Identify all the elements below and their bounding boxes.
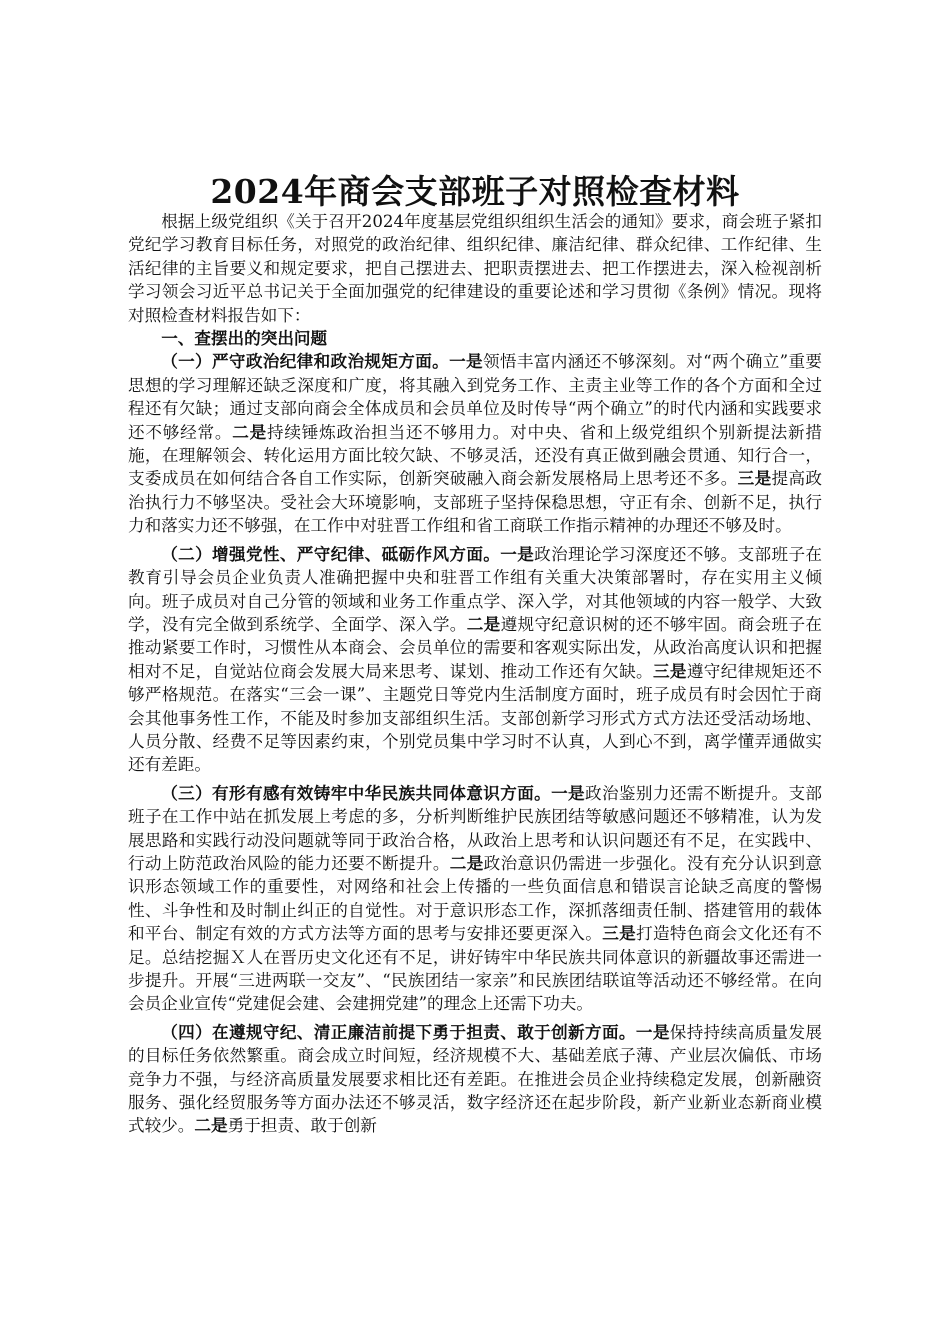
point-marker: 二是 — [449, 852, 484, 873]
subsection-heading: （二）增强党性、严守纪律、砥砺作风方面。 — [161, 543, 501, 564]
point-text: 政治鉴别力还需不断提升。支部班子在工作中站在抓发展上考虑的多，分析判断维护民族团结等敏感问题还不够精准，认为发展思路和实践行动没问题就等同于政治合格，从政治上思考和认识问题还有不足，在实践中、行动上防范政治风险的能力还要不断提升。 — [128, 783, 822, 873]
document-page — [128, 170, 822, 1138]
point-text: 遵规守纪意识树的还不够牢固。商会班子在推动紧要工作时，习惯性从本商会、会员单位的需要和客观实际出发，从政治高度认识和把握相对不足，自觉站位商会发展大局来思考、谋划、推动工作还有欠缺。 — [128, 614, 823, 681]
paragraph-political-discipline — [128, 350, 822, 537]
point-marker: 二是 — [466, 613, 501, 634]
point-marker: 三是 — [653, 660, 687, 681]
point-marker: 二是 — [194, 1115, 228, 1136]
point-text: 政治理论学习深度还不够。支部班子在教育引导会员企业负责人准确把握中央和驻晋工作组有关重大决策部署时，存在实用主义倾向。班子成员对自己分管的领域和业务工作重点学、深入学，对其他领域的内容一般学、大致学，没有完全做到系统学、全面学、深入学。 — [128, 544, 822, 634]
point-marker: 三是 — [602, 923, 637, 944]
document-title: 2024年商会支部班子对照检查材料 — [210, 172, 740, 211]
paragraph-national-community — [128, 782, 822, 1016]
point-marker: 一是 — [449, 351, 483, 372]
subsection-heading: （一）严守政治纪律和政治规矩方面。 — [161, 351, 450, 372]
point-marker: 二是 — [232, 421, 267, 442]
subsection-heading: （三）有形有感有效铸牢中华民族共同体意识方面。 — [161, 782, 552, 803]
point-text: 提高政治执行力不够坚决。受社会大环境影响，支部班子坚持保稳思想，守正有余、创新不足，执行力和落实力还不够强，在工作中对驻晋工作组和省工商联工作指示精神的办理还不够及时。 — [128, 469, 823, 536]
point-text: 打造特色商会文化还有不足。总结挖掘Ｘ人在晋历史文化还有不足，讲好铸牢中华民族共同体意识的新疆故事还需进一步提升。开展“三进两联一交友”、“民族团结一家亲”和民族团结联谊等活动还不够经常。在向会员企业宣传“党建促会建、会建拥党建”的理念上还需下功夫。 — [128, 924, 823, 1014]
point-text: 政治意识仍需进一步强化。没有充分认识到意识形态领域工作的重要性，对网络和社会上传播的一些负面信息和错误言论缺乏高度的警惕性、斗争性和及时制止纠正的自觉性。对于意识形态工作，深抓落细责任制、搭建管用的载体和平台、制定有效的方式方法等方面的思考与安排还要更深入。 — [128, 853, 823, 944]
point-text: 勇于担责、敢于创新 — [227, 1116, 377, 1136]
paragraph-party-spirit — [128, 543, 822, 777]
point-text: 保持持续高质量发展的目标任务依然繁重。商会成立时间短，经济规模不大、基础差底子薄、产业层次偏低、市场竞争力不强，与经济高质量发展要求相比还有差距。在推进会员企业持续稳定发展，创新融资服务、强化经贸服务等方面办法还不够灵活，数字经济还在起步阶段，新产业新业态新商业模式较少。 — [128, 1022, 822, 1136]
point-marker: 三是 — [737, 468, 772, 489]
point-marker: 一是 — [635, 1021, 670, 1042]
paragraph-responsibility-innovation — [128, 1021, 822, 1138]
point-marker: 一是 — [500, 543, 535, 564]
intro-paragraph: 根据上级党组织《关于召开2024年度基层党组织组织生活会的通知》要求，商会班子紧扣党纪学习教育目标任务，对照党的政治纪律、组织纪律、廉洁纪律、群众纪律、工作纪律、生活纪律的主旨要义和规定要求，把自己摆进去、把职责摆进去、把工作摆进去，深入检视剖析学习领会习近平总书记关于全面加强党的纪律建设的重要论述和学习贯彻《条例》情况。现将对照检查材料报告如下： — [128, 212, 822, 325]
point-marker: 一是 — [551, 782, 586, 803]
subsection-heading: （四）在遵规守纪、清正廉洁前提下勇于担责、敢于创新方面。 — [161, 1021, 636, 1042]
point-text: 领悟丰富内涵还不够深刻。对“两个确立”重要思想的学习理解还缺乏深度和广度，将其融入到党务工作、主责主业等工作的各个方面和全过程还有欠缺；通过支部向商会全体成员和会员单位及时传导“两个确立”的时代内涵和实践要求还不够经常。 — [128, 352, 823, 442]
section-heading: 一、查摆出的突出问题 — [161, 328, 328, 349]
point-text: 遵守纪律规矩还不够严格规范。在落实“三会一课”、主题党日等党内生活制度方面时，班子成员有时会因忙于商会其他事务性工作，不能及时参加支部组织生活。支部创新学习形式方式方法还受活动场地、人员分散、经费不足等因素约束，个别党员集中学习时不认真，人到心不到，离学懂弄通做实还有差距。 — [128, 661, 823, 775]
point-text: 持续锤炼政治担当还不够用力。对中央、省和上级党组织个别新提法新措施，在理解领会、转化运用方面比较欠缺、不够灵活，还没有真正做到融会贯通、知行合一，支委成员在如何结合各自工作实际，创新突破融入商会新发展格局上思考还不多。 — [128, 422, 823, 489]
